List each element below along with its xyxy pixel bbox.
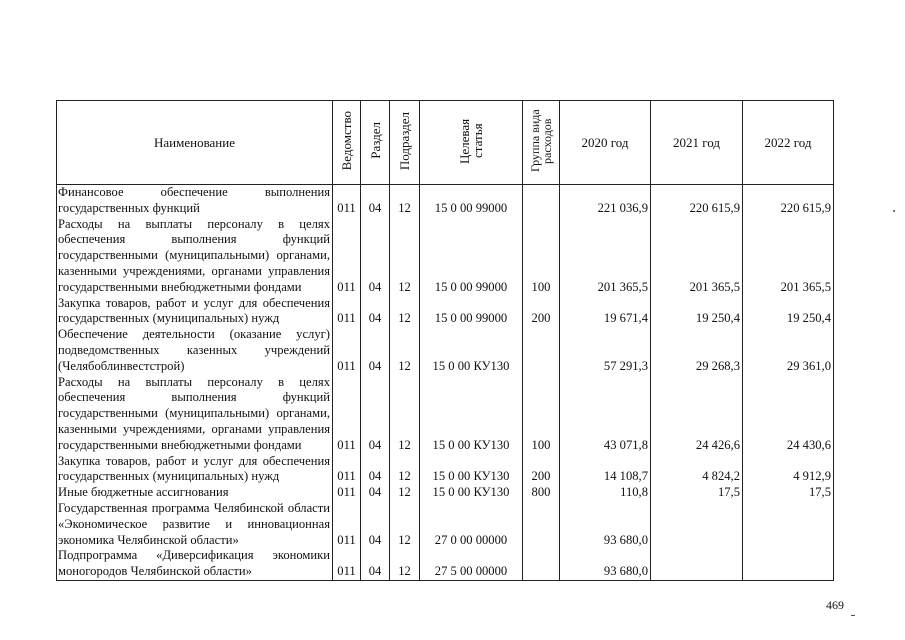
row-value-2022 <box>743 548 834 580</box>
row-target-article: 27 5 00 00000 <box>420 548 523 580</box>
row-value-2021 <box>651 501 743 548</box>
row-department: 011 <box>333 296 361 328</box>
header-subsection: Подраздел <box>390 101 420 185</box>
row-value-2021: 19 250,4 <box>651 296 743 328</box>
row-value-2022: 4 912,9 <box>743 454 834 486</box>
table-row <box>57 296 834 328</box>
row-target-article: 15 0 00 99000 <box>420 296 523 328</box>
row-expense-group <box>523 501 560 548</box>
row-value-2021 <box>651 548 743 580</box>
header-target-article: Целевая статья <box>420 101 523 185</box>
row-value-2020: 221 036,9 <box>560 185 651 217</box>
row-department: 011 <box>333 485 361 501</box>
table-row <box>57 501 834 548</box>
row-value-2021: 220 615,9 <box>651 185 743 217</box>
row-value-2022: 201 365,5 <box>743 217 834 296</box>
row-department: 011 <box>333 327 361 374</box>
row-target-article: 15 0 00 КУ130 <box>420 485 523 501</box>
table-row <box>57 375 834 454</box>
row-value-2022: 17,5 <box>743 485 834 501</box>
row-section: 04 <box>361 375 390 454</box>
row-name: Иные бюджетные ассигнования <box>57 485 333 501</box>
row-target-article: 15 0 00 КУ130 <box>420 454 523 486</box>
row-section: 04 <box>361 217 390 296</box>
table-row <box>57 327 834 374</box>
row-value-2020: 43 071,8 <box>560 375 651 454</box>
row-department: 011 <box>333 375 361 454</box>
row-subsection: 12 <box>390 375 420 454</box>
row-expense-group <box>523 548 560 580</box>
header-name: Наименование <box>57 101 333 185</box>
page-number: 469 <box>826 598 844 612</box>
row-value-2021: 201 365,5 <box>651 217 743 296</box>
row-expense-group: 200 <box>523 454 560 486</box>
header-2021: 2021 год <box>651 101 743 185</box>
row-target-article: 15 0 00 99000 <box>420 185 523 217</box>
row-department: 011 <box>333 501 361 548</box>
table-row <box>57 548 834 580</box>
row-department: 011 <box>333 548 361 580</box>
row-target-article: 27 0 00 00000 <box>420 501 523 548</box>
row-name: Финансовое обеспечение выполнения государственных функций <box>57 185 333 217</box>
row-expense-group: 200 <box>523 296 560 328</box>
row-value-2022: 24 430,6 <box>743 375 834 454</box>
row-section: 04 <box>361 454 390 486</box>
row-department: 011 <box>333 185 361 217</box>
row-section: 04 <box>361 501 390 548</box>
row-subsection: 12 <box>390 327 420 374</box>
row-value-2021: 24 426,6 <box>651 375 743 454</box>
row-value-2022: 19 250,4 <box>743 296 834 328</box>
table-body <box>57 185 834 581</box>
header-row <box>57 101 834 185</box>
row-department: 011 <box>333 217 361 296</box>
row-section: 04 <box>361 296 390 328</box>
row-subsection: 12 <box>390 217 420 296</box>
row-subsection: 12 <box>390 501 420 548</box>
row-value-2020: 93 680,0 <box>560 501 651 548</box>
row-value-2020: 19 671,4 <box>560 296 651 328</box>
row-section: 04 <box>361 548 390 580</box>
row-expense-group: 100 <box>523 375 560 454</box>
row-section: 04 <box>361 485 390 501</box>
scan-speck <box>893 210 895 212</box>
row-name: Закупка товаров, работ и услуг для обеспечения государственных (муниципальных) нужд <box>57 454 333 486</box>
table-row <box>57 454 834 486</box>
row-value-2020: 93 680,0 <box>560 548 651 580</box>
row-subsection: 12 <box>390 185 420 217</box>
row-name: Обеспечение деятельности (оказание услуг) подведомственных казенных учреждений (Челябоблинвестстрой) <box>57 327 333 374</box>
row-target-article: 15 0 00 99000 <box>420 217 523 296</box>
scan-speck <box>851 615 855 616</box>
row-target-article: 15 0 00 КУ130 <box>420 375 523 454</box>
row-value-2021: 29 268,3 <box>651 327 743 374</box>
header-2022: 2022 год <box>743 101 834 185</box>
row-value-2020: 57 291,3 <box>560 327 651 374</box>
row-value-2020: 110,8 <box>560 485 651 501</box>
row-target-article: 15 0 00 КУ130 <box>420 327 523 374</box>
row-section: 04 <box>361 185 390 217</box>
row-section: 04 <box>361 327 390 374</box>
header-2020: 2020 год <box>560 101 651 185</box>
row-expense-group: 100 <box>523 217 560 296</box>
header-expense-group: Группа вида расходов <box>523 101 560 185</box>
budget-table <box>56 100 834 581</box>
table-row <box>57 185 834 217</box>
row-value-2022: 220 615,9 <box>743 185 834 217</box>
table-row <box>57 217 834 296</box>
row-value-2022 <box>743 501 834 548</box>
row-value-2022: 29 361,0 <box>743 327 834 374</box>
row-value-2021: 17,5 <box>651 485 743 501</box>
row-expense-group <box>523 327 560 374</box>
header-department: Ведомство <box>333 101 361 185</box>
row-value-2020: 14 108,7 <box>560 454 651 486</box>
row-name: Государственная программа Челябинской области «Экономическое развитие и инновационная экономика Челябинской области» <box>57 501 333 548</box>
row-name: Подпрограмма «Диверсификация экономики моногородов Челябинской области» <box>57 548 333 580</box>
row-expense-group <box>523 185 560 217</box>
row-value-2020: 201 365,5 <box>560 217 651 296</box>
table-row <box>57 485 834 501</box>
row-subsection: 12 <box>390 548 420 580</box>
row-subsection: 12 <box>390 296 420 328</box>
row-expense-group: 800 <box>523 485 560 501</box>
row-subsection: 12 <box>390 485 420 501</box>
row-value-2021: 4 824,2 <box>651 454 743 486</box>
row-name: Расходы на выплаты персоналу в целях обеспечения выполнения функций государственными (муниципальными) органами, казенными учреждениями, органами управления государственными внебюджетными фондами <box>57 217 333 296</box>
header-section: Раздел <box>361 101 390 185</box>
row-name: Расходы на выплаты персоналу в целях обеспечения выполнения функций государственными (муниципальными) органами, казенными учреждениями, органами управления государственными внебюджетными фондами <box>57 375 333 454</box>
row-department: 011 <box>333 454 361 486</box>
row-subsection: 12 <box>390 454 420 486</box>
row-name: Закупка товаров, работ и услуг для обеспечения государственных (муниципальных) нужд <box>57 296 333 328</box>
